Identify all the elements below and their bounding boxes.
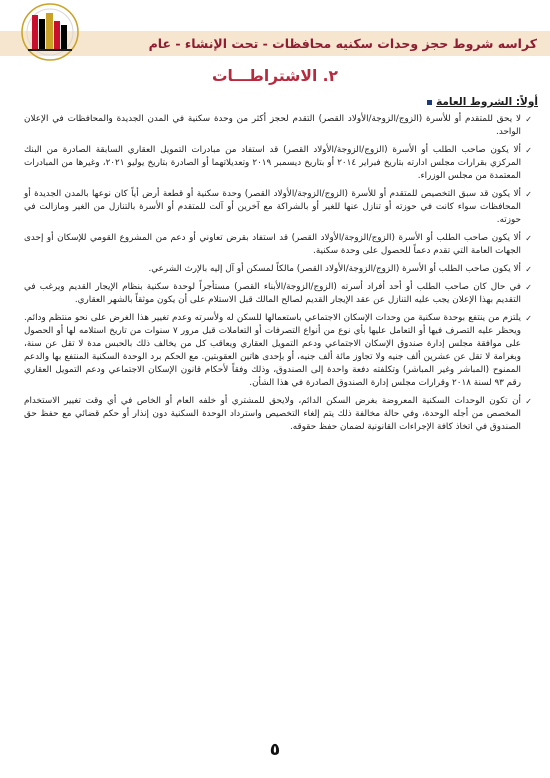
check-bullet-icon: ✓: [525, 115, 532, 124]
condition-text: ألا يكون قد سبق التخصيص للمتقدم أو للأسرة (الزوج/الزوجة/الأولاد القصر) وحدة سكنية أو قطعة أرض أياً كان نوعها بالمدن الجديدة أو المحافظات سواء كانت في حوزته أو تنازل عنها للغير أو بالشراكة مع آخرين أو آلت للمتقدم أو الأسرة بالتنازل من الغير ومازالت في حوزته.: [24, 189, 521, 225]
condition-item: [24, 281, 532, 307]
page-number: ٥: [269, 740, 281, 760]
check-bullet-icon: ✓: [525, 265, 532, 274]
check-bullet-icon: ✓: [525, 283, 532, 292]
document-title: كراسه شروط حجز وحدات سكنيه محافظات - تحت الإنشاء - عام: [148, 36, 537, 51]
condition-text: يلتزم من ينتفع بوحدة سكنية من وحدات الإسكان الاجتماعي باستعمالها للسكن له ولأسرته وعدم تغيير هذا الغرض على نحو منتظم ودائم. ويحظر عليه التصرف فيها أو التعامل عليها بأي نوع من أنواع التصرفات أو التعاملات قبل مرور ٧ سنوات من تاريخ استلامه لها أو الحصول على موافقة مجلس إدارة صندوق الإسكان الاجتماعي ودعم التمويل العقاري ويعاقب كل من يخالف ذلك بالحبس مدة لا تقل عن سنة، وبغرامة لا تقل عن عشرين ألف جنيه ولا تجاوز مائة ألف جنيه، أو بإحدى هاتين العقوبتين. مع الحكم برد الوحدة السكنية المنتفع بها والدعم الممنوح (المباشر وغير المباشر) وتكلفته دفعة واحدة إلى الصندوق، وذلك وفقاً لأحكام قانون الإسكان الاجتماعي ودعم التمويل العقاري رقم ٩٣ لسنة ٢٠١٨ وقرارات مجلس إدارة الصندوق الصادرة في هذا الشأن.: [24, 313, 521, 388]
page-header: [0, 0, 550, 64]
condition-item: [24, 263, 532, 276]
condition-item: [24, 312, 532, 390]
general-conditions-heading: [427, 93, 538, 111]
condition-item: [24, 113, 532, 139]
check-bullet-icon: ✓: [525, 234, 532, 243]
check-bullet-icon: ✓: [525, 314, 532, 323]
conditions-list: [24, 113, 532, 439]
condition-item: [24, 144, 532, 183]
condition-text: أن تكون الوحدات السكنية المعروضة بغرض السكن الدائم، ولايحق للمشتري أو خلفه العام أو الخاص في أي وقت تغيير الاستخدام المخصص من أجله الوحدة، وفي حالة مخالفة ذلك يتم إلغاء التخصيص واسترداد الوحدة السكنية دون إنذار أو حكم قضائي مع حفظ حق الصندوق في اتخاذ كافة الإجراءات القانونية لضمان حفظ حقوقه.: [24, 396, 521, 432]
condition-text: ألا يكون صاحب الطلب أو الأسرة (الزوج/الزوجة/الأولاد القصر) قد استفاد بقرض تعاوني أو دعم من المشروع القومي للإسكان أو إحدى الجهات العامة التي تقدم دعماً للحصول على وحدة سكنية.: [24, 233, 521, 256]
condition-text: ألا يكون صاحب الطلب أو الأسرة (الزوج/الزوجة/الأولاد القصر) قد استفاد من مبادرات التمويل العقاري السابقة الصادرة من البنك المركزي بقرارات مجلس ادارته بتاريخ فبراير ٢٠١٤ أو بتاريخ ديسمبر ٢٠١٩ وتعديلاتهما أو الصادرة بتاريخ يوليو ٢٠٢١، وغيرها من المبادرات المعتمدة من مجلس الوزراء.: [24, 145, 522, 181]
condition-item: [24, 232, 532, 258]
check-bullet-icon: ✓: [525, 397, 532, 406]
general-conditions-heading-text: أولاً: الشروط العامة: [436, 96, 538, 108]
condition-text: لا يحق للمتقدم أو للأسرة (الزوج/الزوجة/الأولاد القصر) التقدم لحجز أكثر من وحدة سكنية في المدن الجديدة والمحافظات في الإعلان الواحد.: [24, 114, 521, 137]
condition-text: ألا يكون صاحب الطلب أو الأسرة (الزوج/الزوجة/الأولاد القصر) مالكاً لمسكن أو آل إليه بالإرث الشرعي.: [148, 264, 521, 274]
logo-graphic: [2, 2, 98, 62]
condition-item: [24, 188, 532, 227]
condition-item: [24, 395, 532, 434]
housing-logo-icon: [2, 2, 98, 62]
section-title: ٢. الاشتراطـــات: [211, 67, 339, 85]
square-bullet-icon: [427, 100, 432, 105]
check-bullet-icon: ✓: [525, 190, 532, 199]
check-bullet-icon: ✓: [525, 146, 532, 155]
condition-text: في حال كان صاحب الطلب أو أحد أفراد أسرته (الزوج/الزوجة/الأبناء القصر) مستأجراً لوحدة سكنية بنظام الإيجار القديم ويرغب في التقديم بهذا الإعلان يجب عليه التنازل عن عقد الإيجار القديم لصالح المالك قبل الاستلام على أن يكون موثقاً بالشهر العقاري.: [24, 282, 521, 305]
